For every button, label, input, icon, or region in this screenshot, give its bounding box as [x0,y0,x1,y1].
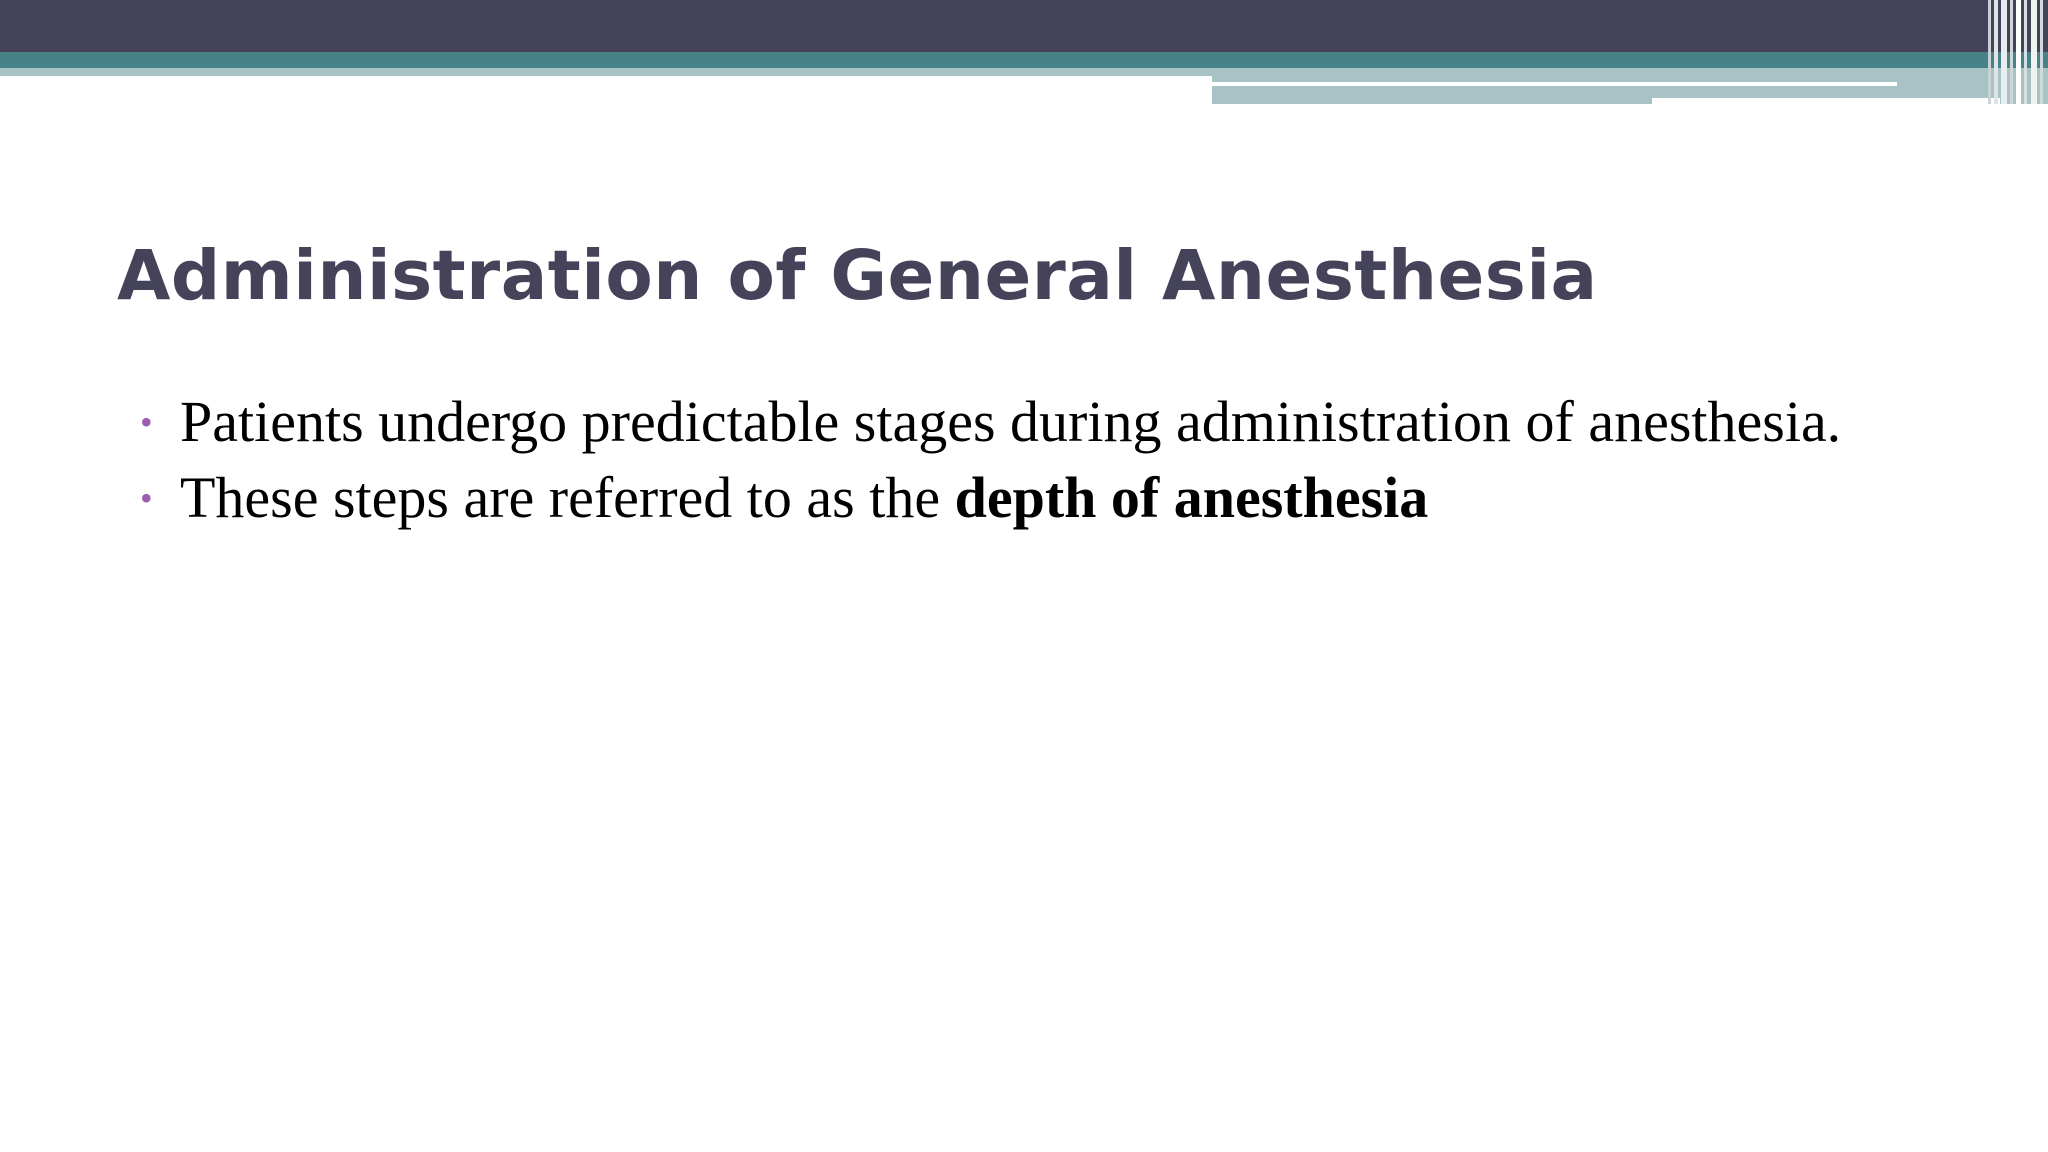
header-stripe [2016,0,2021,104]
header-band-right-line [1212,82,1897,86]
slide-title: Administration of General Anesthesia [117,236,1598,316]
bullet-icon: • [140,402,153,442]
header-band-light-left [0,68,1212,76]
header-stripe [2024,0,2027,104]
bullet-text-bold: depth of anesthesia [954,465,1429,530]
header-band-right-under [1652,98,2000,104]
bullet-text: These steps are referred to as the [180,465,955,530]
list-item [140,386,1932,458]
bullet-text: Patients undergo predictable stages during administration of anesthesia. [180,389,1842,454]
bullet-icon: • [140,478,153,518]
header-band-teal [0,52,2048,68]
bullet-list [140,386,1932,538]
header-stripe [2010,0,2013,104]
header-band-right-strip [1212,90,1648,100]
header-stripe [2040,0,2043,104]
header-stripe [1994,0,1998,104]
list-item [140,462,1932,534]
header-stripe [2031,0,2037,104]
header-stripe [2001,0,2007,104]
header-band-dark [0,0,2048,52]
header-stripe [1988,0,1991,104]
